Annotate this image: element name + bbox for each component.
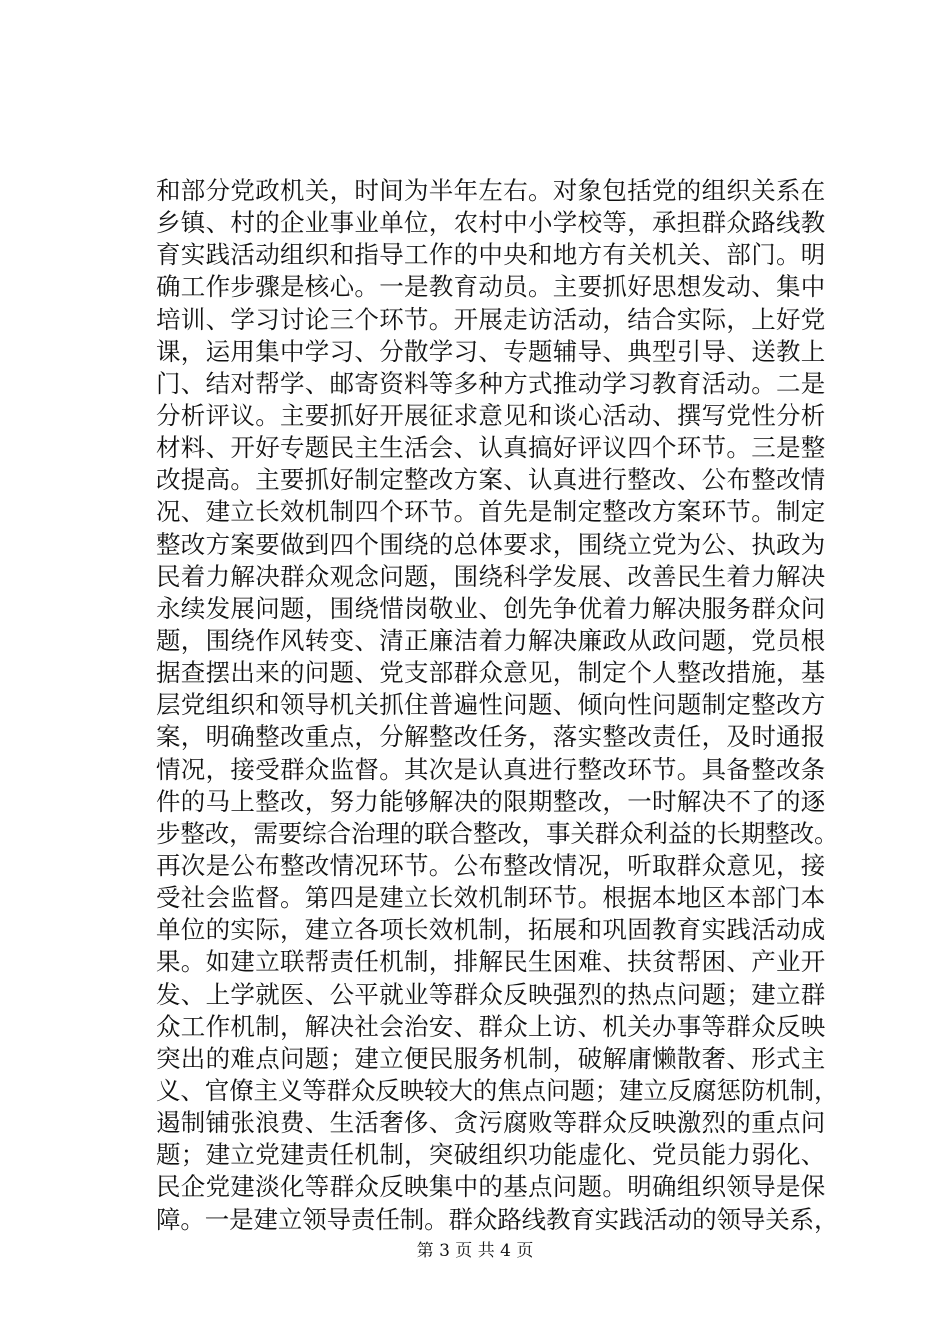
text-line: 题，围绕作风转变、清正廉洁着力解决廉政从政问题，党员根 [156, 625, 826, 655]
text-line: 题；建立党建责任机制，突破组织功能虚化、党员能力弱化、 [156, 1140, 826, 1170]
text-line: 受社会监督。第四是建立长效机制环节。根据本地区本部门本 [156, 883, 826, 913]
text-line: 材料、开好专题民主生活会、认真搞好评议四个环节。三是整 [156, 433, 826, 463]
text-line: 遏制铺张浪费、生活奢侈、贪污腐败等群众反映激烈的重点问 [156, 1108, 826, 1138]
text-line: 情况，接受群众监督。其次是认真进行整改环节。具备整改条 [156, 754, 826, 784]
text-line: 层党组织和领导机关抓住普遍性问题、倾向性问题制定整改方 [156, 690, 826, 720]
text-line: 乡镇、村的企业事业单位，农村中小学校等，承担群众路线教 [156, 208, 826, 238]
text-line: 据查摆出来的问题、党支部群众意见，制定个人整改措施，基 [156, 658, 826, 688]
text-line: 发、上学就医、公平就业等群众反映强烈的热点问题；建立群 [156, 979, 826, 1009]
text-line: 育实践活动组织和指导工作的中央和地方有关机关、部门。明 [156, 240, 826, 270]
text-line: 步整改，需要综合治理的联合整改，事关群众利益的长期整改。 [156, 818, 839, 848]
text-line: 再次是公布整改情况环节。公布整改情况，听取群众意见，接 [156, 850, 826, 880]
text-line: 永续发展问题，围绕惜岗敬业、创先争优着力解决服务群众问 [156, 593, 826, 623]
text-line: 分析评议。主要抓好开展征求意见和谈心活动、撰写党性分析 [156, 400, 826, 430]
text-line: 果。如建立联帮责任机制，排解民生困难、扶贫帮困、产业开 [156, 947, 826, 977]
text-line: 整改方案要做到四个围绕的总体要求，围绕立党为公、执政为 [156, 529, 826, 559]
text-line: 件的马上整改，努力能够解决的限期整改，一时解决不了的逐 [156, 786, 826, 816]
body-paragraph [156, 175, 839, 1236]
page-footer: 第 3 页 共 4 页 [416, 1241, 534, 1261]
text-line: 众工作机制，解决社会治安、群众上访、机关办事等群众反映 [156, 1011, 826, 1041]
text-line: 改提高。主要抓好制定整改方案、认真进行整改、公布整改情 [156, 465, 826, 495]
text-line: 义、官僚主义等群众反映较大的焦点问题；建立反腐惩防机制， [156, 1075, 839, 1105]
text-line: 案，明确整改重点，分解整改任务，落实整改责任，及时通报 [156, 722, 826, 752]
text-line: 培训、学习讨论三个环节。开展走访活动，结合实际，上好党 [156, 304, 826, 334]
text-line: 民企党建淡化等群众反映集中的基点问题。明确组织领导是保 [156, 1172, 826, 1202]
text-line: 确工作步骤是核心。一是教育动员。主要抓好思想发动、集中 [156, 272, 826, 302]
text-line: 单位的实际，建立各项长效机制，拓展和巩固教育实践活动成 [156, 915, 826, 945]
text-line: 和部分党政机关，时间为半年左右。对象包括党的组织关系在 [156, 176, 826, 205]
text-line: 门、结对帮学、邮寄资料等多种方式推动学习教育活动。二是 [156, 368, 826, 398]
text-line: 课，运用集中学习、分散学习、专题辅导、典型引导、送教上 [156, 336, 826, 366]
text-line: 民着力解决群众观念问题，围绕科学发展、改善民生着力解决 [156, 561, 826, 591]
text-line: 况、建立长效机制四个环节。首先是制定整改方案环节。制定 [156, 497, 826, 527]
text-line: 障。一是建立领导责任制。群众路线教育实践活动的领导关系， [156, 1204, 839, 1234]
text-line: 突出的难点问题；建立便民服务机制，破解庸懒散奢、形式主 [156, 1043, 826, 1073]
